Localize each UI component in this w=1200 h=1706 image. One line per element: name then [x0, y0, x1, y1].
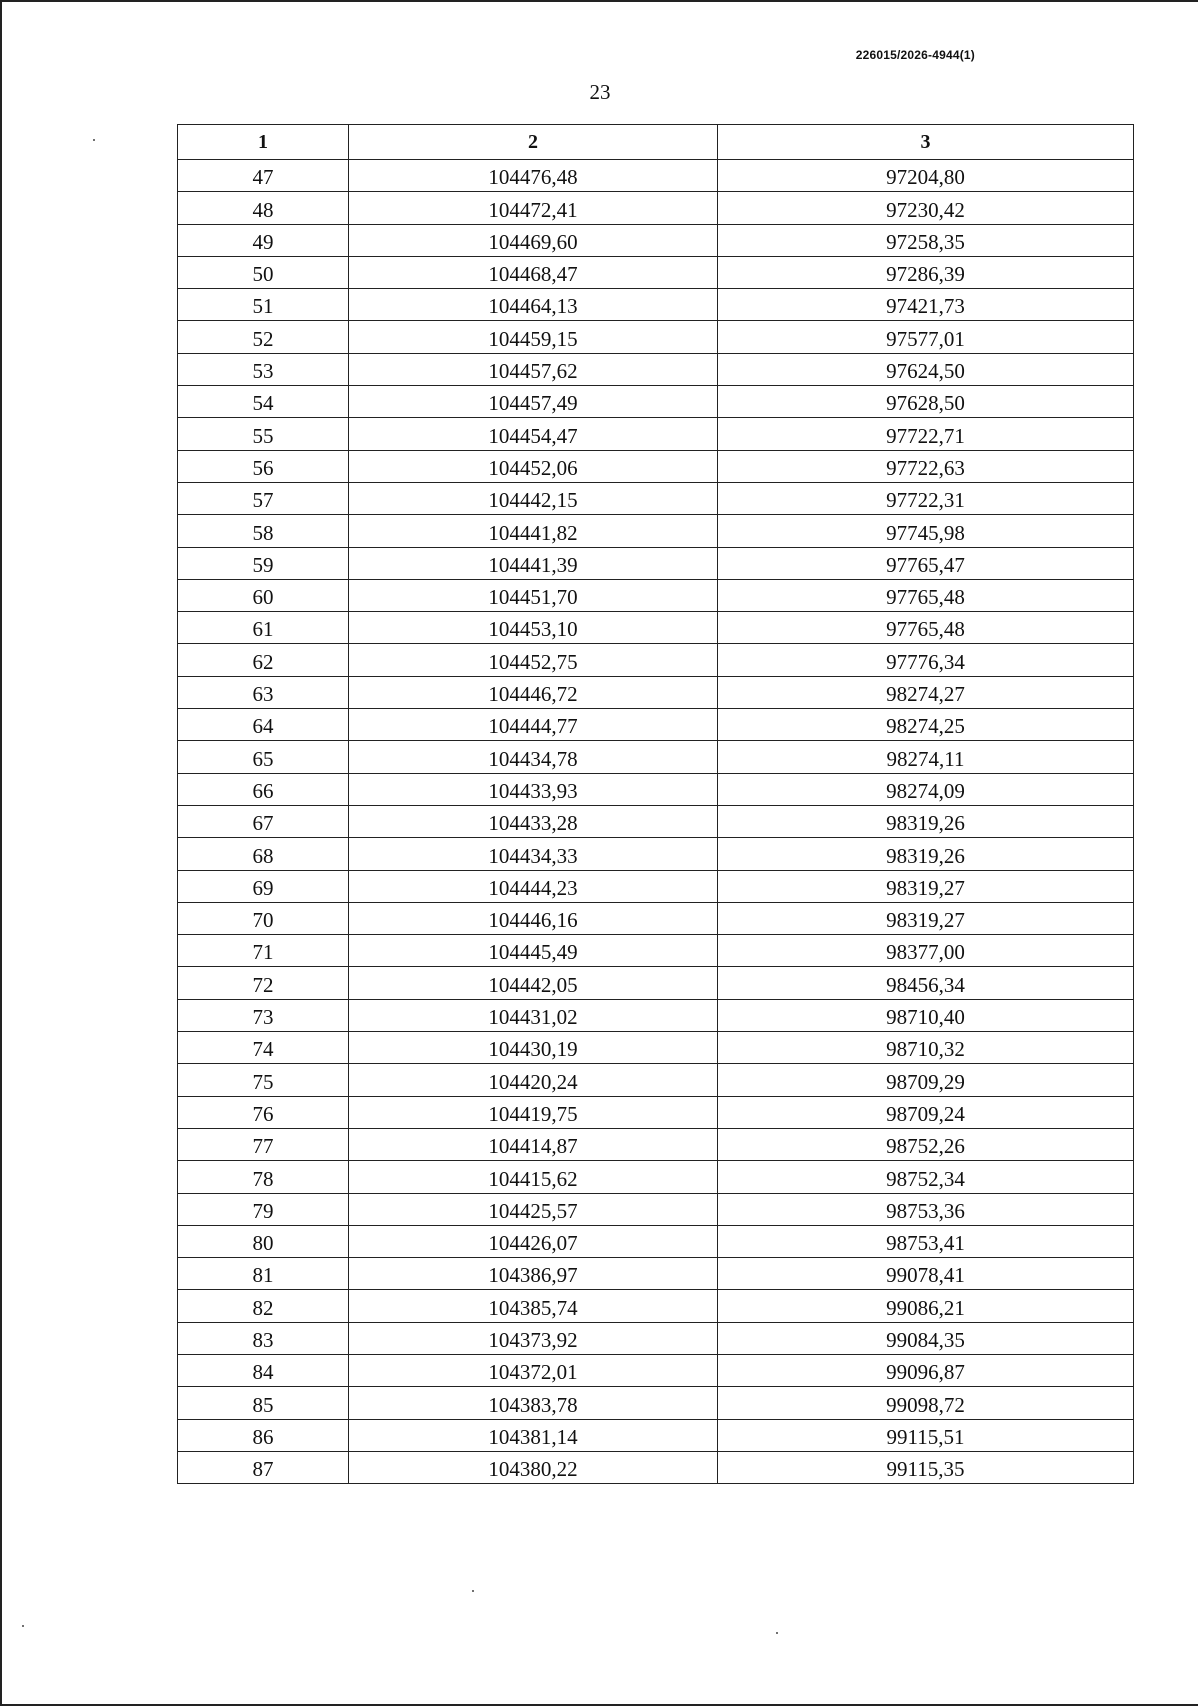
- y-coordinate-cell: 98274,11: [718, 741, 1134, 773]
- scan-speck: [472, 1590, 474, 1592]
- table-row: [178, 773, 1134, 805]
- x-coordinate-cell: 104452,75: [349, 644, 718, 676]
- table-row: [178, 450, 1134, 482]
- column-header-x: 2: [349, 125, 718, 160]
- x-coordinate-cell: 104472,41: [349, 192, 718, 224]
- table-row: [178, 353, 1134, 385]
- row-number-cell: 86: [178, 1419, 349, 1451]
- x-coordinate-cell: 104425,57: [349, 1193, 718, 1225]
- y-coordinate-cell: 99098,72: [718, 1387, 1134, 1419]
- table-row: [178, 935, 1134, 967]
- row-number-cell: 85: [178, 1387, 349, 1419]
- table-row: [178, 967, 1134, 999]
- table-row: [178, 741, 1134, 773]
- row-number-cell: 68: [178, 838, 349, 870]
- y-coordinate-cell: 98274,09: [718, 773, 1134, 805]
- y-coordinate-cell: 97577,01: [718, 321, 1134, 353]
- y-coordinate-cell: 98319,27: [718, 902, 1134, 934]
- y-coordinate-cell: 97722,63: [718, 450, 1134, 482]
- row-number-cell: 56: [178, 450, 349, 482]
- y-coordinate-cell: 97745,98: [718, 515, 1134, 547]
- x-coordinate-cell: 104380,22: [349, 1451, 718, 1483]
- page-number: 23: [589, 80, 611, 104]
- row-number-cell: 79: [178, 1193, 349, 1225]
- y-coordinate-cell: 98753,41: [718, 1225, 1134, 1257]
- row-number-cell: 52: [178, 321, 349, 353]
- table-row: [178, 386, 1134, 418]
- y-coordinate-cell: 99096,87: [718, 1354, 1134, 1386]
- y-coordinate-cell: 99115,35: [718, 1451, 1134, 1483]
- table-row: [178, 902, 1134, 934]
- x-coordinate-cell: 104457,49: [349, 386, 718, 418]
- x-coordinate-cell: 104372,01: [349, 1354, 718, 1386]
- x-coordinate-cell: 104415,62: [349, 1161, 718, 1193]
- table-row: [178, 1387, 1134, 1419]
- x-coordinate-cell: 104434,78: [349, 741, 718, 773]
- x-coordinate-cell: 104373,92: [349, 1322, 718, 1354]
- y-coordinate-cell: 97765,48: [718, 612, 1134, 644]
- row-number-cell: 62: [178, 644, 349, 676]
- y-coordinate-cell: 99084,35: [718, 1322, 1134, 1354]
- row-number-cell: 78: [178, 1161, 349, 1193]
- row-number-cell: 57: [178, 482, 349, 514]
- row-number-cell: 49: [178, 224, 349, 256]
- row-number-cell: 51: [178, 289, 349, 321]
- y-coordinate-cell: 97776,34: [718, 644, 1134, 676]
- y-coordinate-cell: 98319,26: [718, 805, 1134, 837]
- x-coordinate-cell: 104469,60: [349, 224, 718, 256]
- table-row: [178, 1354, 1134, 1386]
- row-number-cell: 77: [178, 1128, 349, 1160]
- y-coordinate-cell: 97765,47: [718, 547, 1134, 579]
- table-row: [178, 160, 1134, 192]
- y-coordinate-cell: 98710,32: [718, 1032, 1134, 1064]
- x-coordinate-cell: 104452,06: [349, 450, 718, 482]
- y-coordinate-cell: 98319,26: [718, 838, 1134, 870]
- row-number-cell: 75: [178, 1064, 349, 1096]
- table-row: [178, 482, 1134, 514]
- table-row: [178, 1193, 1134, 1225]
- x-coordinate-cell: 104445,49: [349, 935, 718, 967]
- x-coordinate-cell: 104446,72: [349, 676, 718, 708]
- column-header-y: 3: [718, 125, 1134, 160]
- x-coordinate-cell: 104433,93: [349, 773, 718, 805]
- y-coordinate-cell: 97722,31: [718, 482, 1134, 514]
- table-row: [178, 1032, 1134, 1064]
- row-number-cell: 47: [178, 160, 349, 192]
- x-coordinate-cell: 104451,70: [349, 579, 718, 611]
- row-number-cell: 59: [178, 547, 349, 579]
- table-body: [178, 160, 1134, 1484]
- y-coordinate-cell: 98753,36: [718, 1193, 1134, 1225]
- table-row: [178, 644, 1134, 676]
- row-number-cell: 55: [178, 418, 349, 450]
- table-row: [178, 1258, 1134, 1290]
- x-coordinate-cell: 104386,97: [349, 1258, 718, 1290]
- table-row: [178, 224, 1134, 256]
- table-row: [178, 1161, 1134, 1193]
- y-coordinate-cell: 98710,40: [718, 999, 1134, 1031]
- column-header-number: 1: [178, 125, 349, 160]
- table-row: [178, 1128, 1134, 1160]
- y-coordinate-cell: 98274,25: [718, 709, 1134, 741]
- y-coordinate-cell: 97624,50: [718, 353, 1134, 385]
- table-row: [178, 709, 1134, 741]
- row-number-cell: 63: [178, 676, 349, 708]
- x-coordinate-cell: 104464,13: [349, 289, 718, 321]
- x-coordinate-cell: 104444,77: [349, 709, 718, 741]
- x-coordinate-cell: 104385,74: [349, 1290, 718, 1322]
- table-row: [178, 579, 1134, 611]
- x-coordinate-cell: 104381,14: [349, 1419, 718, 1451]
- row-number-cell: 48: [178, 192, 349, 224]
- y-coordinate-cell: 98319,27: [718, 870, 1134, 902]
- row-number-cell: 58: [178, 515, 349, 547]
- row-number-cell: 61: [178, 612, 349, 644]
- table-row: [178, 547, 1134, 579]
- x-coordinate-cell: 104426,07: [349, 1225, 718, 1257]
- coordinates-table: [177, 124, 1134, 1484]
- table-row: [178, 870, 1134, 902]
- y-coordinate-cell: 98709,24: [718, 1096, 1134, 1128]
- x-coordinate-cell: 104442,05: [349, 967, 718, 999]
- row-number-cell: 67: [178, 805, 349, 837]
- y-coordinate-cell: 99078,41: [718, 1258, 1134, 1290]
- table-row: [178, 515, 1134, 547]
- row-number-cell: 74: [178, 1032, 349, 1064]
- y-coordinate-cell: 97258,35: [718, 224, 1134, 256]
- table-row: [178, 612, 1134, 644]
- scan-speck: [93, 139, 95, 141]
- row-number-cell: 84: [178, 1354, 349, 1386]
- row-number-cell: 87: [178, 1451, 349, 1483]
- y-coordinate-cell: 99086,21: [718, 1290, 1134, 1322]
- x-coordinate-cell: 104454,47: [349, 418, 718, 450]
- row-number-cell: 50: [178, 256, 349, 288]
- x-coordinate-cell: 104430,19: [349, 1032, 718, 1064]
- row-number-cell: 70: [178, 902, 349, 934]
- y-coordinate-cell: 97286,39: [718, 256, 1134, 288]
- x-coordinate-cell: 104420,24: [349, 1064, 718, 1096]
- table-row: [178, 676, 1134, 708]
- y-coordinate-cell: 97628,50: [718, 386, 1134, 418]
- table-row: [178, 321, 1134, 353]
- row-number-cell: 80: [178, 1225, 349, 1257]
- row-number-cell: 82: [178, 1290, 349, 1322]
- y-coordinate-cell: 99115,51: [718, 1419, 1134, 1451]
- x-coordinate-cell: 104419,75: [349, 1096, 718, 1128]
- document-number: 226015/2026-4944(1): [855, 48, 975, 62]
- y-coordinate-cell: 97204,80: [718, 160, 1134, 192]
- table-row: [178, 192, 1134, 224]
- x-coordinate-cell: 104441,82: [349, 515, 718, 547]
- x-coordinate-cell: 104433,28: [349, 805, 718, 837]
- table-row: [178, 1225, 1134, 1257]
- y-coordinate-cell: 97722,71: [718, 418, 1134, 450]
- x-coordinate-cell: 104434,33: [349, 838, 718, 870]
- scan-speck: [22, 1625, 24, 1627]
- y-coordinate-cell: 98709,29: [718, 1064, 1134, 1096]
- x-coordinate-cell: 104383,78: [349, 1387, 718, 1419]
- x-coordinate-cell: 104441,39: [349, 547, 718, 579]
- row-number-cell: 83: [178, 1322, 349, 1354]
- table-row: [178, 838, 1134, 870]
- table-row: [178, 999, 1134, 1031]
- table-row: [178, 1064, 1134, 1096]
- x-coordinate-cell: 104446,16: [349, 902, 718, 934]
- x-coordinate-cell: 104444,23: [349, 870, 718, 902]
- scan-speck: [776, 1632, 778, 1634]
- table-row: [178, 805, 1134, 837]
- row-number-cell: 73: [178, 999, 349, 1031]
- row-number-cell: 72: [178, 967, 349, 999]
- x-coordinate-cell: 104468,47: [349, 256, 718, 288]
- x-coordinate-cell: 104459,15: [349, 321, 718, 353]
- table-row: [178, 256, 1134, 288]
- x-coordinate-cell: 104431,02: [349, 999, 718, 1031]
- row-number-cell: 69: [178, 870, 349, 902]
- table-row: [178, 418, 1134, 450]
- y-coordinate-cell: 98456,34: [718, 967, 1134, 999]
- table-row: [178, 1419, 1134, 1451]
- row-number-cell: 65: [178, 741, 349, 773]
- table-header-row: [178, 125, 1134, 160]
- y-coordinate-cell: 98752,34: [718, 1161, 1134, 1193]
- row-number-cell: 64: [178, 709, 349, 741]
- row-number-cell: 54: [178, 386, 349, 418]
- row-number-cell: 53: [178, 353, 349, 385]
- x-coordinate-cell: 104453,10: [349, 612, 718, 644]
- row-number-cell: 66: [178, 773, 349, 805]
- x-coordinate-cell: 104442,15: [349, 482, 718, 514]
- row-number-cell: 81: [178, 1258, 349, 1290]
- y-coordinate-cell: 97765,48: [718, 579, 1134, 611]
- x-coordinate-cell: 104457,62: [349, 353, 718, 385]
- table-row: [178, 1096, 1134, 1128]
- table-row: [178, 1322, 1134, 1354]
- y-coordinate-cell: 98274,27: [718, 676, 1134, 708]
- table-row: [178, 1290, 1134, 1322]
- row-number-cell: 60: [178, 579, 349, 611]
- table-row: [178, 1451, 1134, 1483]
- y-coordinate-cell: 98377,00: [718, 935, 1134, 967]
- row-number-cell: 71: [178, 935, 349, 967]
- y-coordinate-cell: 98752,26: [718, 1128, 1134, 1160]
- y-coordinate-cell: 97230,42: [718, 192, 1134, 224]
- x-coordinate-cell: 104476,48: [349, 160, 718, 192]
- x-coordinate-cell: 104414,87: [349, 1128, 718, 1160]
- y-coordinate-cell: 97421,73: [718, 289, 1134, 321]
- row-number-cell: 76: [178, 1096, 349, 1128]
- table-row: [178, 289, 1134, 321]
